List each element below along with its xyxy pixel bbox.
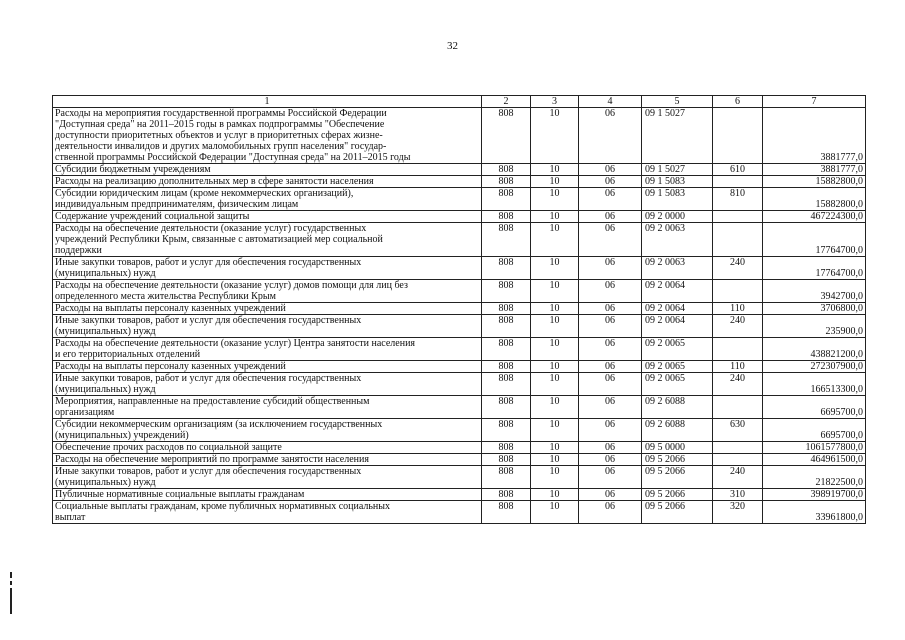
section-code: 10 (531, 303, 579, 315)
subsection-code: 06 (579, 338, 642, 361)
target-article-code: 09 2 0063 (642, 257, 713, 280)
amount: 15882800,0 (763, 176, 866, 188)
subsection-code: 06 (579, 361, 642, 373)
amount: 3881777,0 (763, 108, 866, 164)
section-code: 10 (531, 223, 579, 257)
table-row (53, 176, 866, 188)
amount: 6695700,0 (763, 419, 866, 442)
subsection-code: 06 (579, 164, 642, 176)
subsection-code: 06 (579, 419, 642, 442)
row-name: Расходы на обеспечение деятельности (оказание услуг) домов помощи для лиц без определенного места жительства Республики Крым (53, 280, 482, 303)
subsection-code: 06 (579, 489, 642, 501)
expense-type-code: 240 (713, 466, 763, 489)
target-article-code: 09 5 2066 (642, 501, 713, 524)
section-code: 10 (531, 188, 579, 211)
section-code: 10 (531, 338, 579, 361)
amount: 17764700,0 (763, 257, 866, 280)
table-row (53, 373, 866, 396)
expense-type-code: 110 (713, 361, 763, 373)
row-name: Расходы на реализацию дополнительных мер в сфере занятости населения (53, 176, 482, 188)
target-article-code: 09 2 0064 (642, 315, 713, 338)
column-header: 5 (642, 96, 713, 108)
budget-table (52, 95, 866, 524)
expense-type-code (713, 108, 763, 164)
table-row (53, 396, 866, 419)
row-name: Субсидии бюджетным учреждениям (53, 164, 482, 176)
expense-type-code: 240 (713, 315, 763, 338)
expense-type-code: 240 (713, 257, 763, 280)
expense-type-code: 240 (713, 373, 763, 396)
target-article-code: 09 2 6088 (642, 396, 713, 419)
target-article-code: 09 2 0063 (642, 223, 713, 257)
subsection-code: 06 (579, 188, 642, 211)
row-name: Иные закупки товаров, работ и услуг для обеспечения государственных (муниципальных) нужд (53, 257, 482, 280)
row-name: Расходы на мероприятия государственной программы Российской Федерации "Доступная среда" на 2011–2015 годы в рамках подпрограммы "Обеспечение доступности приоритетных объектов и услуг в приоритетных сферах жизне- деятельности инвалидов и других маломобильных групп населения" государ- ственной программы Российской Федерации "Доступная среда" на 2011–2015 годы (53, 108, 482, 164)
expense-type-code (713, 223, 763, 257)
column-header: 1 (53, 96, 482, 108)
target-article-code: 09 5 2066 (642, 454, 713, 466)
amount: 21822500,0 (763, 466, 866, 489)
row-name: Социальные выплаты гражданам, кроме публичных нормативных социальных выплат (53, 501, 482, 524)
target-article-code: 09 2 0064 (642, 280, 713, 303)
column-header: 2 (482, 96, 531, 108)
amount: 3942700,0 (763, 280, 866, 303)
section-code: 10 (531, 211, 579, 223)
expense-type-code (713, 442, 763, 454)
section-code: 10 (531, 396, 579, 419)
table-row (53, 466, 866, 489)
subsection-code: 06 (579, 223, 642, 257)
ministry-code: 808 (482, 257, 531, 280)
section-code: 10 (531, 419, 579, 442)
expense-type-code: 610 (713, 164, 763, 176)
table-row (53, 223, 866, 257)
table-row (53, 211, 866, 223)
ministry-code: 808 (482, 176, 531, 188)
subsection-code: 06 (579, 442, 642, 454)
ministry-code: 808 (482, 338, 531, 361)
ministry-code: 808 (482, 442, 531, 454)
section-code: 10 (531, 501, 579, 524)
expense-type-code: 110 (713, 303, 763, 315)
amount: 15882800,0 (763, 188, 866, 211)
scan-margin-mark (10, 572, 12, 632)
subsection-code: 06 (579, 315, 642, 338)
table-row (53, 303, 866, 315)
row-name: Расходы на выплаты персоналу казенных учреждений (53, 361, 482, 373)
amount: 398919700,0 (763, 489, 866, 501)
amount: 1061577800,0 (763, 442, 866, 454)
ministry-code: 808 (482, 361, 531, 373)
table-row (53, 280, 866, 303)
ministry-code: 808 (482, 211, 531, 223)
subsection-code: 06 (579, 466, 642, 489)
table-row (53, 338, 866, 361)
amount: 235900,0 (763, 315, 866, 338)
amount: 464961500,0 (763, 454, 866, 466)
subsection-code: 06 (579, 303, 642, 315)
subsection-code: 06 (579, 108, 642, 164)
row-name: Субсидии некоммерческим организациям (за исключением государственных (муниципальных) учреждений) (53, 419, 482, 442)
table-row (53, 419, 866, 442)
expense-type-code (713, 176, 763, 188)
table-row (53, 501, 866, 524)
table-row (53, 361, 866, 373)
expense-type-code (713, 280, 763, 303)
target-article-code: 09 2 0065 (642, 338, 713, 361)
ministry-code: 808 (482, 373, 531, 396)
row-name: Расходы на выплаты персоналу казенных учреждений (53, 303, 482, 315)
target-article-code: 09 2 0000 (642, 211, 713, 223)
row-name: Публичные нормативные социальные выплаты гражданам (53, 489, 482, 501)
subsection-code: 06 (579, 211, 642, 223)
row-name: Содержание учреждений социальной защиты (53, 211, 482, 223)
expense-type-code: 630 (713, 419, 763, 442)
column-header: 7 (763, 96, 866, 108)
expense-type-code (713, 396, 763, 419)
row-name: Расходы на обеспечение мероприятий по программе занятости населения (53, 454, 482, 466)
table-row (53, 257, 866, 280)
table-row (53, 454, 866, 466)
target-article-code: 09 1 5083 (642, 176, 713, 188)
target-article-code: 09 5 2066 (642, 489, 713, 501)
target-article-code: 09 1 5027 (642, 108, 713, 164)
ministry-code: 808 (482, 419, 531, 442)
amount: 467224300,0 (763, 211, 866, 223)
ministry-code: 808 (482, 489, 531, 501)
amount: 3706800,0 (763, 303, 866, 315)
row-name: Мероприятия, направленные на предоставление субсидий общественным организациям (53, 396, 482, 419)
ministry-code: 808 (482, 108, 531, 164)
target-article-code: 09 1 5083 (642, 188, 713, 211)
table-row (53, 442, 866, 454)
target-article-code: 09 1 5027 (642, 164, 713, 176)
subsection-code: 06 (579, 396, 642, 419)
subsection-code: 06 (579, 280, 642, 303)
subsection-code: 06 (579, 373, 642, 396)
row-name: Расходы на обеспечение деятельности (оказание услуг) государственных учреждений Республики Крым, связанные с автоматизацией мер социальной поддержки (53, 223, 482, 257)
expense-type-code (713, 454, 763, 466)
ministry-code: 808 (482, 396, 531, 419)
column-header: 3 (531, 96, 579, 108)
amount: 3881777,0 (763, 164, 866, 176)
expense-type-code (713, 338, 763, 361)
column-header: 6 (713, 96, 763, 108)
section-code: 10 (531, 466, 579, 489)
section-code: 10 (531, 257, 579, 280)
ministry-code: 808 (482, 188, 531, 211)
section-code: 10 (531, 373, 579, 396)
row-name: Иные закупки товаров, работ и услуг для обеспечения государственных (муниципальных) нужд (53, 315, 482, 338)
target-article-code: 09 2 6088 (642, 419, 713, 442)
section-code: 10 (531, 108, 579, 164)
amount: 33961800,0 (763, 501, 866, 524)
section-code: 10 (531, 454, 579, 466)
row-name: Иные закупки товаров, работ и услуг для обеспечения государственных (муниципальных) нужд (53, 466, 482, 489)
section-code: 10 (531, 442, 579, 454)
expense-type-code: 310 (713, 489, 763, 501)
row-name: Субсидии юридическим лицам (кроме некоммерческих организаций), индивидуальным предпринимателям, физическим лицам (53, 188, 482, 211)
ministry-code: 808 (482, 303, 531, 315)
row-name: Обеспечение прочих расходов по социальной защите (53, 442, 482, 454)
subsection-code: 06 (579, 454, 642, 466)
target-article-code: 09 2 0065 (642, 373, 713, 396)
expense-type-code: 810 (713, 188, 763, 211)
ministry-code: 808 (482, 315, 531, 338)
amount: 6695700,0 (763, 396, 866, 419)
table-row (53, 164, 866, 176)
ministry-code: 808 (482, 466, 531, 489)
page-number: 32 (447, 40, 458, 52)
ministry-code: 808 (482, 501, 531, 524)
expense-type-code: 320 (713, 501, 763, 524)
column-header: 4 (579, 96, 642, 108)
target-article-code: 09 5 2066 (642, 466, 713, 489)
table-row (53, 108, 866, 164)
section-code: 10 (531, 361, 579, 373)
amount: 438821200,0 (763, 338, 866, 361)
amount: 17764700,0 (763, 223, 866, 257)
table-row (53, 315, 866, 338)
subsection-code: 06 (579, 176, 642, 188)
section-code: 10 (531, 489, 579, 501)
ministry-code: 808 (482, 280, 531, 303)
ministry-code: 808 (482, 454, 531, 466)
amount: 272307900,0 (763, 361, 866, 373)
section-code: 10 (531, 176, 579, 188)
target-article-code: 09 5 0000 (642, 442, 713, 454)
target-article-code: 09 2 0065 (642, 361, 713, 373)
table-row (53, 188, 866, 211)
section-code: 10 (531, 164, 579, 176)
expense-type-code (713, 211, 763, 223)
row-name: Расходы на обеспечение деятельности (оказание услуг) Центра занятости населения и его территориальных отделений (53, 338, 482, 361)
row-name: Иные закупки товаров, работ и услуг для обеспечения государственных (муниципальных) нужд (53, 373, 482, 396)
amount: 166513300,0 (763, 373, 866, 396)
ministry-code: 808 (482, 164, 531, 176)
ministry-code: 808 (482, 223, 531, 257)
target-article-code: 09 2 0064 (642, 303, 713, 315)
table-row (53, 489, 866, 501)
column-number-row (53, 96, 866, 108)
subsection-code: 06 (579, 501, 642, 524)
section-code: 10 (531, 280, 579, 303)
section-code: 10 (531, 315, 579, 338)
subsection-code: 06 (579, 257, 642, 280)
